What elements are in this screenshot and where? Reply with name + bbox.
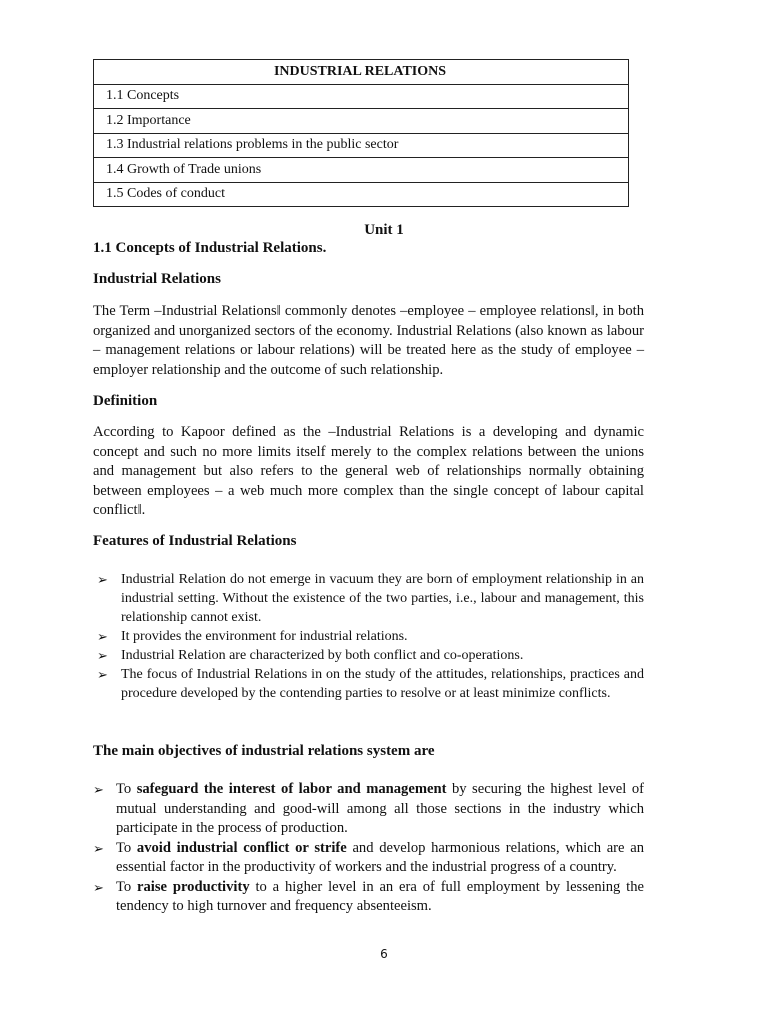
contents-item: 1.1 Concepts	[94, 84, 629, 109]
contents-item: 1.3 Industrial relations problems in the public sector	[94, 133, 629, 158]
objective-emphasis: safeguard the interest of labor and management	[136, 781, 447, 797]
objective-text: and develop harmonious relations, which are an essential factor in the productivity of workers and the industrial progress of a country.	[116, 839, 644, 875]
objective-emphasis: raise productivity	[137, 878, 250, 895]
contents-item: 1.4 Growth of Trade unions	[94, 158, 629, 183]
contents-item: 1.5 Codes of conduct	[94, 182, 629, 207]
section-heading: 1.1 Concepts of Industrial Relations.	[93, 240, 327, 256]
features-list	[97, 570, 644, 703]
objective-text: to a higher level in an era of full employment by lessening the tendency to high turnover and frequency absenteeism.	[116, 878, 644, 914]
arrow-bullet-icon: ➢	[97, 629, 108, 644]
arrow-bullet-icon: ➢	[93, 782, 104, 797]
industrial-relations-paragraph: The Term –Industrial Relations‖ commonly denotes –employee – employee relations‖, in both organized and unorganized sectors of the economy. Industrial Relations (also known as labour – management relations or labour relations) will be treated here as the study of employee – employer relationship and the outcome of such relationship.	[93, 303, 644, 378]
list-item	[93, 878, 644, 917]
list-item	[97, 646, 644, 665]
objective-emphasis: avoid industrial conflict or strife	[136, 839, 347, 856]
arrow-bullet-icon: ➢	[93, 840, 104, 856]
objective-prefix: To	[116, 878, 138, 895]
arrow-bullet-icon: ➢	[93, 879, 104, 895]
list-item	[97, 627, 644, 646]
objectives-list	[93, 780, 644, 917]
contents-item: 1.2 Importance	[94, 109, 629, 134]
contents-title: INDUSTRIAL RELATIONS	[94, 60, 629, 85]
unit-heading	[0, 222, 768, 239]
objective-prefix: To	[116, 839, 137, 856]
features-heading: Features of Industrial Relations	[93, 533, 297, 549]
definition-paragraph: According to Kapoor defined as the –Industrial Relations is a developing and dynamic concept and such no more limits itself merely to the complex relations between the unions and management but also refers to the general web of relationships normally obtaining between employees – a web much more complex than the single concept of labour capital conflict‖.	[93, 424, 644, 518]
arrow-bullet-icon: ➢	[97, 572, 108, 587]
list-item-text: The focus of Industrial Relations in on the study of the attitudes, relationships, practices and procedure developed by the contending parties to resolve or at least minimize conflicts.	[121, 667, 644, 701]
list-item	[93, 839, 644, 878]
list-item	[97, 570, 644, 627]
unit-label: Unit 1	[364, 222, 404, 238]
page-number: 6	[380, 947, 388, 961]
contents-table	[93, 59, 629, 207]
list-item-text: Industrial Relation are characterized by both conflict and co-operations.	[121, 648, 524, 663]
industrial-relations-heading: Industrial Relations	[93, 271, 221, 287]
objective-prefix: To	[116, 781, 137, 797]
list-item-text: Industrial Relation do not emerge in vacuum they are born of employment relationship in an industrial setting. Without the existence of the two parties, i.e., labour and management, this relationship cannot exist.	[121, 572, 644, 625]
objectives-heading: The main objectives of industrial relations system are	[93, 743, 435, 759]
list-item	[93, 780, 644, 839]
list-item-text: It provides the environment for industrial relations.	[121, 629, 408, 644]
arrow-bullet-icon: ➢	[97, 648, 108, 663]
objective-text: by securing the highest level of mutual understanding and good-will among all those sections in the industry which participate in the process of production.	[116, 781, 644, 836]
arrow-bullet-icon: ➢	[97, 667, 108, 682]
list-item	[97, 665, 644, 703]
definition-heading: Definition	[93, 393, 158, 409]
